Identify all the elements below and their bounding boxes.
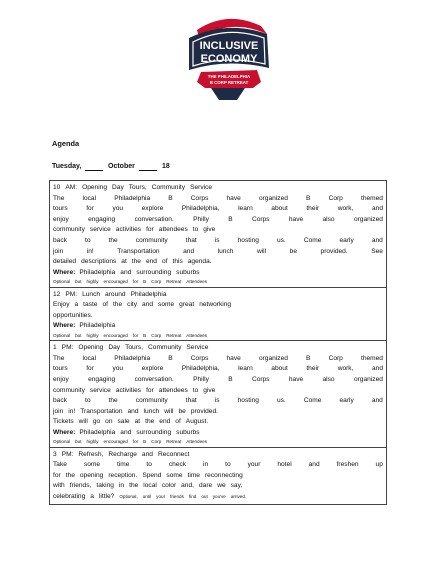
word: to: [85, 397, 91, 405]
text-line: [53, 194, 383, 205]
word: have: [226, 354, 241, 362]
word: taste: [83, 301, 98, 309]
word: B: [306, 194, 311, 202]
word: their: [306, 365, 320, 373]
word: explore: [141, 205, 164, 213]
word: Corp: [328, 194, 343, 202]
word: Day: [112, 184, 124, 191]
word: also: [322, 375, 335, 383]
text-line: [53, 215, 383, 226]
word: check: [168, 461, 187, 469]
word: Service: [186, 344, 209, 352]
word: Come: [303, 236, 322, 244]
word: freshen: [336, 461, 359, 469]
attendance-note: [53, 332, 383, 339]
word: for: [146, 226, 154, 234]
word: tours: [53, 205, 68, 213]
text-line: [53, 417, 383, 428]
word: community: [135, 236, 168, 244]
word: PM:: [65, 290, 78, 298]
word: engaging: [88, 375, 116, 383]
word: the: [129, 482, 139, 490]
word: at: [134, 418, 141, 426]
word: of: [175, 418, 181, 426]
word: provided.: [320, 247, 348, 255]
agenda-item: [50, 448, 386, 504]
word: back: [53, 397, 67, 405]
word: for: [146, 386, 154, 394]
word: Philadelphia,: [181, 205, 220, 213]
word: Corp: [151, 332, 162, 338]
word: Refresh,: [78, 450, 104, 458]
word: hotel: [277, 461, 292, 469]
word: activities: [115, 386, 142, 394]
word: Tours,: [128, 184, 147, 191]
word: of: [102, 301, 108, 309]
word: community: [135, 397, 168, 405]
word: to: [225, 461, 231, 469]
word: Transportation: [80, 407, 123, 415]
word: have: [226, 194, 241, 202]
word: community: [53, 226, 85, 234]
text-line: [53, 225, 383, 236]
word: until: [142, 494, 152, 500]
word: you've: [212, 494, 226, 500]
word: learn: [238, 365, 253, 373]
word: join: [53, 247, 64, 255]
word: taking: [96, 482, 114, 490]
word: and: [371, 365, 383, 373]
word: networking: [199, 301, 232, 309]
word: Philadelphia: [79, 268, 116, 276]
word: lunch: [143, 407, 160, 415]
word: Tickets: [53, 418, 74, 426]
word: Corp: [151, 279, 162, 285]
word: Service: [190, 184, 213, 191]
text-line: [53, 364, 383, 375]
word: Reconnect: [157, 450, 190, 458]
word: Philly: [193, 375, 209, 383]
word: Community: [148, 344, 182, 352]
word: to: [146, 461, 152, 469]
word: to: [192, 386, 199, 394]
text-line: [53, 236, 383, 247]
word: Corps: [190, 354, 209, 362]
word: tours: [53, 365, 68, 373]
word: Optional,: [119, 494, 138, 500]
word: encouraged: [103, 439, 128, 445]
logo-top-text: Towards an: [215, 28, 239, 33]
attendance-note: [53, 278, 383, 285]
word: Retreat: [166, 279, 182, 285]
word: color: [161, 482, 177, 490]
word: and,: [181, 482, 194, 490]
date-underline-gap: [85, 163, 103, 171]
word: organized: [353, 215, 383, 223]
word: local: [143, 482, 157, 490]
text-line: [53, 343, 383, 354]
word: be: [178, 407, 186, 415]
word: time: [187, 471, 200, 479]
word: arrived.: [230, 494, 247, 500]
text-line: [53, 386, 383, 397]
word: highly: [86, 439, 99, 445]
word: highly: [86, 332, 99, 338]
word: the: [131, 258, 141, 266]
word: dare: [198, 482, 213, 490]
word: for: [132, 279, 139, 285]
agenda-item: [50, 181, 386, 288]
where-label: Where:: [53, 322, 76, 330]
location-line: [53, 321, 383, 332]
word: Optional: [53, 279, 71, 285]
word: PM:: [61, 344, 74, 352]
word: out: [201, 494, 208, 500]
word: lunch: [217, 247, 234, 255]
word: we: [217, 482, 226, 490]
word: Retreat: [166, 439, 182, 445]
word: activities: [115, 226, 142, 234]
word: is: [214, 397, 220, 405]
text-line: [53, 247, 383, 258]
word: with: [53, 482, 65, 490]
text-line: [53, 354, 383, 365]
word: opening: [79, 471, 104, 479]
word: Corps: [251, 375, 270, 383]
word: themed: [360, 354, 383, 362]
word: suburbs: [176, 428, 200, 436]
word: organized: [258, 354, 288, 362]
text-line: [53, 471, 383, 482]
word: Corps: [251, 215, 270, 223]
word: suburbs: [176, 268, 200, 276]
word: detailed: [53, 258, 77, 266]
word: back: [53, 236, 67, 244]
word: Corp: [328, 354, 343, 362]
word: local: [82, 194, 97, 202]
event-logo: [175, 12, 280, 102]
word: a: [90, 493, 94, 501]
word: will: [256, 247, 267, 255]
where-label: Where:: [53, 268, 76, 276]
word: learn: [238, 205, 253, 213]
word: and: [120, 428, 132, 436]
word: organized: [258, 194, 288, 202]
word: Philadelphia: [114, 194, 151, 202]
word: The: [53, 194, 65, 202]
word: Philly: [193, 215, 209, 223]
word: in!: [68, 407, 76, 415]
word: Corps: [190, 194, 209, 202]
word: but: [75, 332, 82, 338]
word: Opening: [82, 184, 108, 191]
word: join: [53, 407, 64, 415]
date-number: 18: [162, 163, 170, 170]
text-line: [53, 460, 383, 471]
word: for: [53, 471, 61, 479]
location-line: [53, 268, 383, 279]
word: and: [142, 301, 154, 309]
word: and: [183, 247, 195, 255]
word: B: [168, 194, 173, 202]
word: Philadelphia: [79, 428, 116, 436]
word: community: [53, 386, 85, 394]
where-label: Where:: [53, 428, 76, 436]
word: go: [92, 418, 101, 426]
word: descriptions: [81, 258, 117, 266]
word: Retreat: [166, 332, 182, 338]
word: that: [185, 236, 197, 244]
word: Philadelphia: [79, 322, 116, 330]
word: the: [108, 397, 118, 405]
word: Opening: [78, 344, 104, 352]
word: the: [112, 301, 123, 309]
word: 10: [53, 184, 61, 191]
word: is: [214, 236, 220, 244]
word: Take: [53, 461, 67, 469]
word: The: [53, 354, 65, 362]
word: Optional: [53, 439, 71, 445]
word: your: [247, 461, 261, 469]
word: give: [203, 226, 216, 234]
logo-main-line1: INCLUSIVE: [199, 40, 259, 52]
text-line: [53, 183, 383, 194]
word: opportunities.: [53, 311, 93, 319]
word: to: [192, 226, 199, 234]
word: will: [78, 418, 88, 426]
word: Lunch: [82, 290, 101, 298]
word: Transportation: [117, 247, 160, 255]
word: on: [105, 418, 113, 426]
word: 3: [53, 450, 57, 458]
word: Corp: [151, 439, 162, 445]
word: See: [371, 247, 383, 255]
word: and: [308, 461, 320, 469]
word: a: [74, 301, 79, 309]
word: work,: [337, 365, 354, 373]
word: B: [306, 354, 311, 362]
word: 1: [53, 344, 57, 352]
word: Day: [108, 344, 121, 352]
word: Recharge: [108, 450, 137, 458]
word: Philadelphia: [114, 354, 151, 362]
word: celebrating: [53, 493, 86, 501]
word: about: [271, 205, 288, 213]
text-line: [53, 300, 383, 311]
word: attendees: [158, 386, 188, 394]
word: in: [203, 461, 209, 469]
word: hosting: [237, 397, 259, 405]
logo-sub-text: THE PHILADELPHIA: [207, 74, 251, 79]
word: B: [143, 332, 147, 338]
word: say,: [230, 482, 243, 490]
word: and: [371, 205, 383, 213]
text-line: [53, 204, 383, 215]
word: give: [203, 386, 216, 394]
word: your: [156, 494, 166, 500]
word: August.: [185, 418, 209, 426]
logo-sub-text2: B CORP RETREAT: [209, 80, 249, 85]
word: PM:: [61, 450, 74, 458]
word: Optional: [53, 332, 71, 338]
word: you: [112, 365, 124, 373]
date-underline-gap: [139, 163, 157, 171]
text-line: [53, 450, 383, 461]
word: up: [375, 461, 383, 469]
word: friends: [170, 494, 184, 500]
word: Attendees: [186, 439, 207, 445]
agenda-item: [50, 341, 386, 448]
word: about: [271, 365, 288, 373]
word: and: [127, 407, 139, 415]
word: but: [75, 439, 82, 445]
word: conversation.: [134, 215, 174, 223]
word: B: [228, 375, 233, 383]
word: Spend: [142, 471, 162, 479]
word: service: [89, 386, 111, 394]
word: B: [228, 215, 233, 223]
word: in!: [86, 247, 94, 255]
word: local: [82, 354, 97, 362]
word: end: [145, 258, 157, 266]
agenda-table: [49, 180, 387, 505]
word: sale: [117, 418, 130, 426]
word: will: [164, 407, 174, 415]
word: at: [121, 258, 127, 266]
word: have: [288, 215, 304, 223]
word: some: [158, 301, 175, 309]
text-line: [53, 396, 383, 407]
word: reconnecting: [204, 471, 243, 479]
word: us.: [276, 397, 286, 405]
word: and: [141, 450, 153, 458]
word: but: [75, 279, 82, 285]
word: themed: [360, 194, 383, 202]
word: end: [159, 418, 171, 426]
word: and: [120, 268, 132, 276]
word: attendees: [158, 226, 188, 234]
word: engaging: [88, 215, 116, 223]
word: the: [65, 471, 75, 479]
word: reception.: [108, 471, 138, 479]
word: for: [132, 332, 139, 338]
word: in: [118, 482, 125, 490]
word: city: [127, 301, 138, 309]
word: Tours,: [125, 344, 144, 352]
word: hosting: [237, 236, 259, 244]
word: AM:: [65, 184, 78, 191]
word: surrounding: [136, 268, 172, 276]
word: B: [143, 439, 147, 445]
word: Attendees: [186, 279, 207, 285]
word: conversation.: [134, 375, 174, 383]
word: Philadelphia: [130, 290, 167, 298]
word: around: [105, 290, 126, 298]
word: surrounding: [136, 428, 172, 436]
word: 12: [53, 290, 61, 298]
word: have: [288, 375, 304, 383]
logo-main-line2: ECONOMY: [200, 53, 258, 65]
attendance-note: [53, 438, 383, 445]
word: also: [322, 215, 335, 223]
word: work,: [337, 205, 354, 213]
word: encouraged: [103, 279, 128, 285]
word: the: [145, 418, 155, 426]
word: provided.: [190, 407, 218, 415]
word: find: [188, 494, 197, 500]
date-day: Tuesday,: [52, 163, 82, 170]
word: of: [161, 258, 168, 266]
word: explore: [141, 365, 164, 373]
word: enjoy: [53, 215, 69, 223]
word: be: [289, 247, 297, 255]
word: that: [185, 397, 197, 405]
word: for: [86, 205, 94, 213]
word: early: [339, 236, 354, 244]
word: time: [116, 461, 130, 469]
text-line: [53, 311, 383, 322]
word: their: [306, 205, 320, 213]
word: and: [371, 397, 383, 405]
word: for: [86, 365, 94, 373]
text-line: [53, 290, 383, 301]
word: the: [108, 236, 118, 244]
text-line: [53, 407, 383, 418]
text-line: [53, 257, 383, 268]
word: enjoy: [53, 375, 69, 383]
word: B: [143, 279, 147, 285]
word: early: [339, 397, 354, 405]
word: for: [132, 439, 139, 445]
text-line: [53, 492, 383, 503]
text-line: [53, 481, 383, 492]
word: Enjoy: [53, 301, 70, 309]
word: encouraged: [103, 332, 128, 338]
word: to: [85, 236, 91, 244]
word: Come: [303, 397, 322, 405]
word: little?: [98, 493, 115, 501]
word: agenda.: [187, 258, 212, 266]
word: great: [179, 301, 195, 309]
word: B: [168, 354, 173, 362]
date-month: October: [108, 163, 135, 170]
word: some: [83, 461, 101, 469]
word: us.: [276, 236, 286, 244]
word: and: [371, 236, 383, 244]
location-line: [53, 428, 383, 439]
word: organized: [353, 375, 383, 383]
word: you: [112, 205, 124, 213]
word: service: [89, 226, 111, 234]
word: Community: [151, 184, 186, 191]
page-title: Agenda: [52, 139, 80, 148]
word: Philadelphia,: [181, 365, 220, 373]
word: some: [166, 471, 183, 479]
word: friends,: [69, 482, 92, 490]
agenda-item: [50, 288, 386, 342]
word: Attendees: [186, 332, 207, 338]
word: highly: [86, 279, 99, 285]
text-line: [53, 375, 383, 386]
word: this: [172, 258, 183, 266]
